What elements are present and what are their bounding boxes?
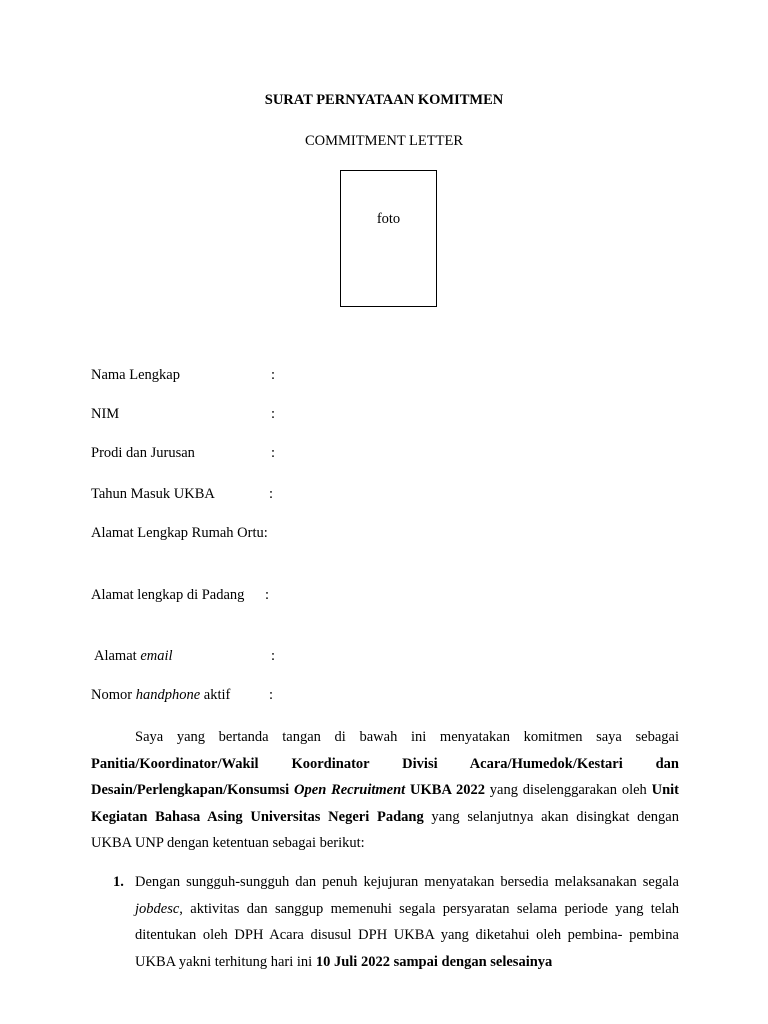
field-label: Alamat email — [94, 648, 173, 664]
list-number: 1. — [113, 874, 124, 890]
field-alamat-padang — [91, 587, 691, 607]
field-nim — [91, 406, 691, 426]
photo-label: foto — [376, 211, 401, 227]
field-alamat-ortu — [91, 525, 691, 545]
field-label: Nomor handphone aktif — [91, 687, 231, 703]
field-prodi — [91, 445, 691, 465]
field-label: Alamat Lengkap Rumah Ortu: — [91, 525, 268, 541]
field-email — [91, 648, 691, 668]
field-colon: : — [271, 648, 276, 664]
document-subtitle: COMMITMENT LETTER — [304, 133, 463, 149]
field-label: Prodi dan Jurusan — [91, 445, 195, 461]
statement-paragraph: Saya yang bertanda tangan di bawah ini menyatakan komitmen saya sebagai Panitia/Koordinator/Wakil Koordinator Divisi Acara/Humedok/Kestari dan Desain/Perlengkapan/Konsumsi Open Recruitment UKBA 2022 yang diselenggarakan oleh Unit Kegiatan Bahasa Asing Universitas Negeri Padang yang selanjutnya akan disingkat dengan UKBA UNP dengan ketentuan sebagai berikut: — [91, 729, 680, 851]
field-colon: : — [271, 445, 276, 461]
field-nama-lengkap — [91, 367, 691, 387]
photo-placeholder — [340, 170, 437, 307]
list-item — [91, 869, 679, 975]
field-colon: : — [269, 687, 274, 703]
field-label: Nama Lengkap — [91, 367, 180, 383]
field-colon: : — [265, 587, 270, 603]
field-colon: : — [269, 486, 274, 502]
commitment-list — [91, 869, 679, 975]
field-colon: : — [271, 367, 276, 383]
field-colon: : — [271, 406, 276, 422]
field-label: Tahun Masuk UKBA — [91, 486, 215, 502]
field-label: Alamat lengkap di Padang — [91, 587, 245, 603]
document-title: SURAT PERNYATAAN KOMITMEN — [264, 92, 504, 108]
list-item-text: Dengan sungguh-sungguh dan penuh kejujuran menyatakan bersedia melaksanakan segala jobdesc, aktivitas dan sanggup memenuhi segala persyaratan selama periode yang telah ditentukan oleh DPH Acara disusul DPH UKBA yang diketahui oleh pembina- pembina UKBA yakni terhitung hari ini 10 Juli 2022 sampai dengan selesainya — [135, 874, 679, 970]
field-label: NIM — [91, 406, 120, 422]
field-handphone — [91, 687, 691, 707]
field-tahun-masuk — [91, 486, 691, 506]
